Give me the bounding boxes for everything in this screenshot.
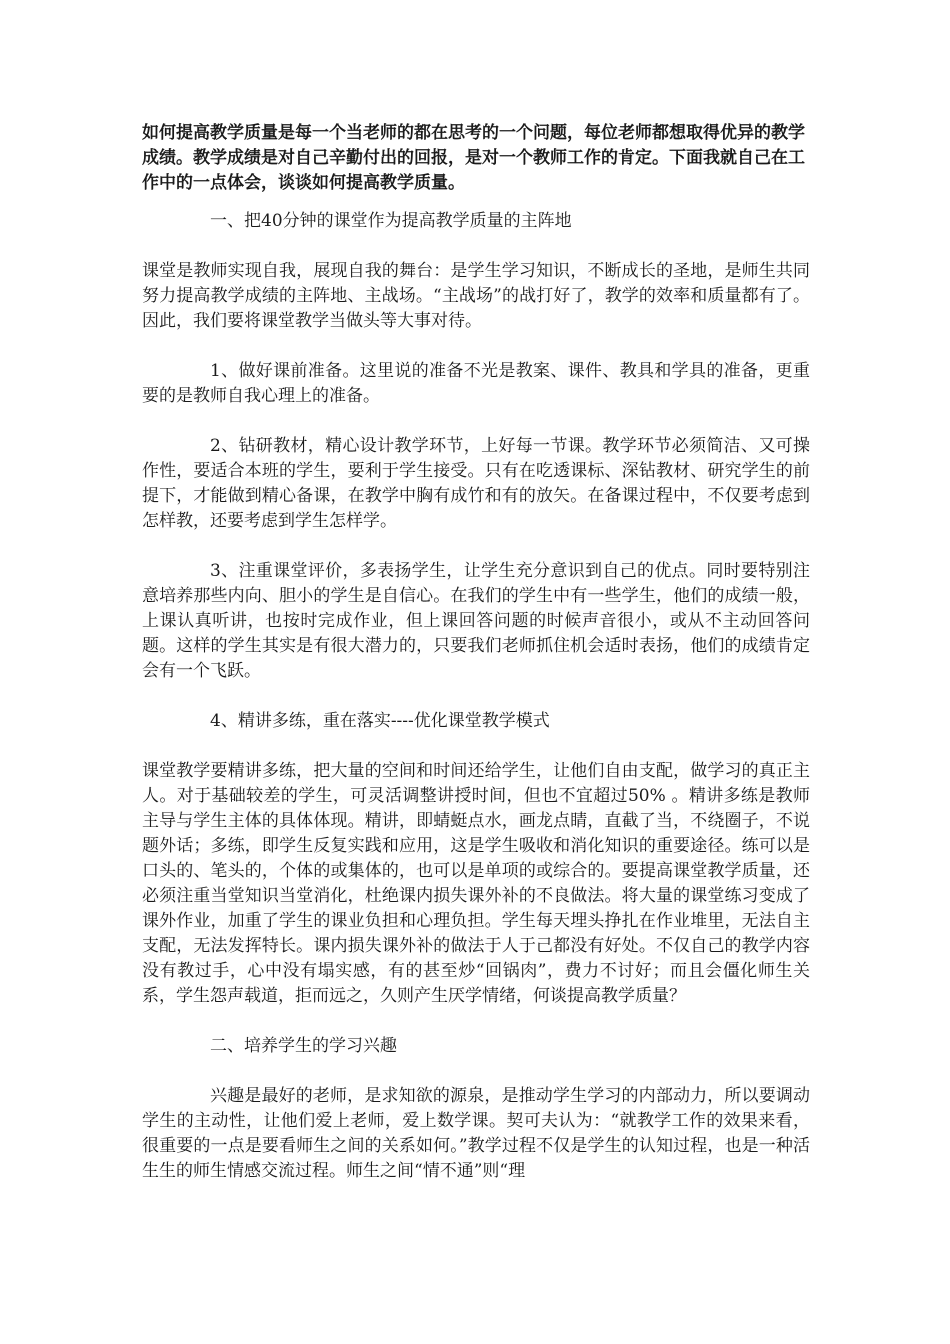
item-2-paragraph: 2、钻研教材，精心设计教学环节，上好每一节课。教学环节必须简洁、又可操作性，要适合本班的学生，要利于学生接受。只有在吃透课标、深钻教材、研究学生的前提下，才能做到精心备课，在教学中胸有成竹和有的放矢。在备课过程中，不仅要考虑到怎样教，还要考虑到学生怎样学。 [142,436,810,531]
section-2-body-paragraph: 兴趣是最好的老师，是求知欲的源泉，是推动学生学习的内部动力，所以要调动学生的主动性，让他们爱上老师，爱上数学课。契可夫认为：“就教学工作的效果来看，很重要的一点是要看师生之间的关系如何。”教学过程不仅是学生的认知过程，也是一种活生生的师生情感交流过程。师生之间“情不通”则“理 [142,1086,810,1181]
document-page [142,121,810,1209]
intro-paragraph: 如何提高教学质量是每一个当老师的都在思考的一个问题，每位老师都想取得优异的教学成绩。教学成绩是对自己辛勤付出的回报，是对一个教师工作的肯定。下面我就自己在工作中的一点体会，谈谈如何提高教学质量。 [142,123,805,193]
section-2-heading: 二、培养学生的学习兴趣 [210,1036,397,1056]
item-4-body-paragraph: 课堂教学要精讲多练，把大量的空间和时间还给学生，让他们自由支配，做学习的真正主人。对于基础较差的学生，可灵活调整讲授时间，但也不宜超过50% 。精讲多练是教师主导与学生主体的具体体现。精讲，即蜻蜓点水，画龙点睛，直截了当，不绕圈子，不说题外话；多练，即学生反复实践和应用，这是学生吸收和消化知识的重要途径。练可以是口头的、笔头的，个体的或集体的，也可以是单项的或综合的。要提高课堂教学质量，还必须注重当堂知识当堂消化，杜绝课内损失课外补的不良做法。将大量的课堂练习变成了课外作业，加重了学生的课业负担和心理负担。学生每天埋头挣扎在作业堆里，无法自主支配，无法发挥特长。课内损失课外补的做法于人于己都没有好处。不仅自己的教学内容没有教过手，心中没有塌实感，有的甚至炒“回锅肉”，费力不讨好；而且会僵化师生关系，学生怨声载道，拒而远之，久则产生厌学情绪，何谈提高教学质量？ [142,761,810,1006]
section-1-heading: 一、把40分钟的课堂作为提高教学质量的主阵地 [210,211,572,231]
item-4-heading: 4、精讲多练，重在落实----优化课堂教学模式 [210,711,550,731]
item-3-paragraph: 3、注重课堂评价，多表扬学生，让学生充分意识到自己的优点。同时要特别注意培养那些内向、胆小的学生是自信心。在我们的学生中有一些学生，他们的成绩一般，上课认真听讲，也按时完成作业，但上课回答问题的时候声音很小，或从不主动回答问题。这样的学生其实是有很大潜力的，只要我们老师抓住机会适时表扬，他们的成绩肯定会有一个飞跃。 [142,561,810,681]
section-1-intro-paragraph: 课堂是教师实现自我，展现自我的舞台：是学生学习知识，不断成长的圣地，是师生共同努力提高教学成绩的主阵地、主战场。“主战场”的战打好了，教学的效率和质量都有了。因此，我们要将课堂教学当做头等大事对待。 [142,261,810,331]
item-1-paragraph: 1、做好课前准备。这里说的准备不光是教案、课件、教具和学具的准备，更重要的是教师自我心理上的准备。 [142,361,810,406]
